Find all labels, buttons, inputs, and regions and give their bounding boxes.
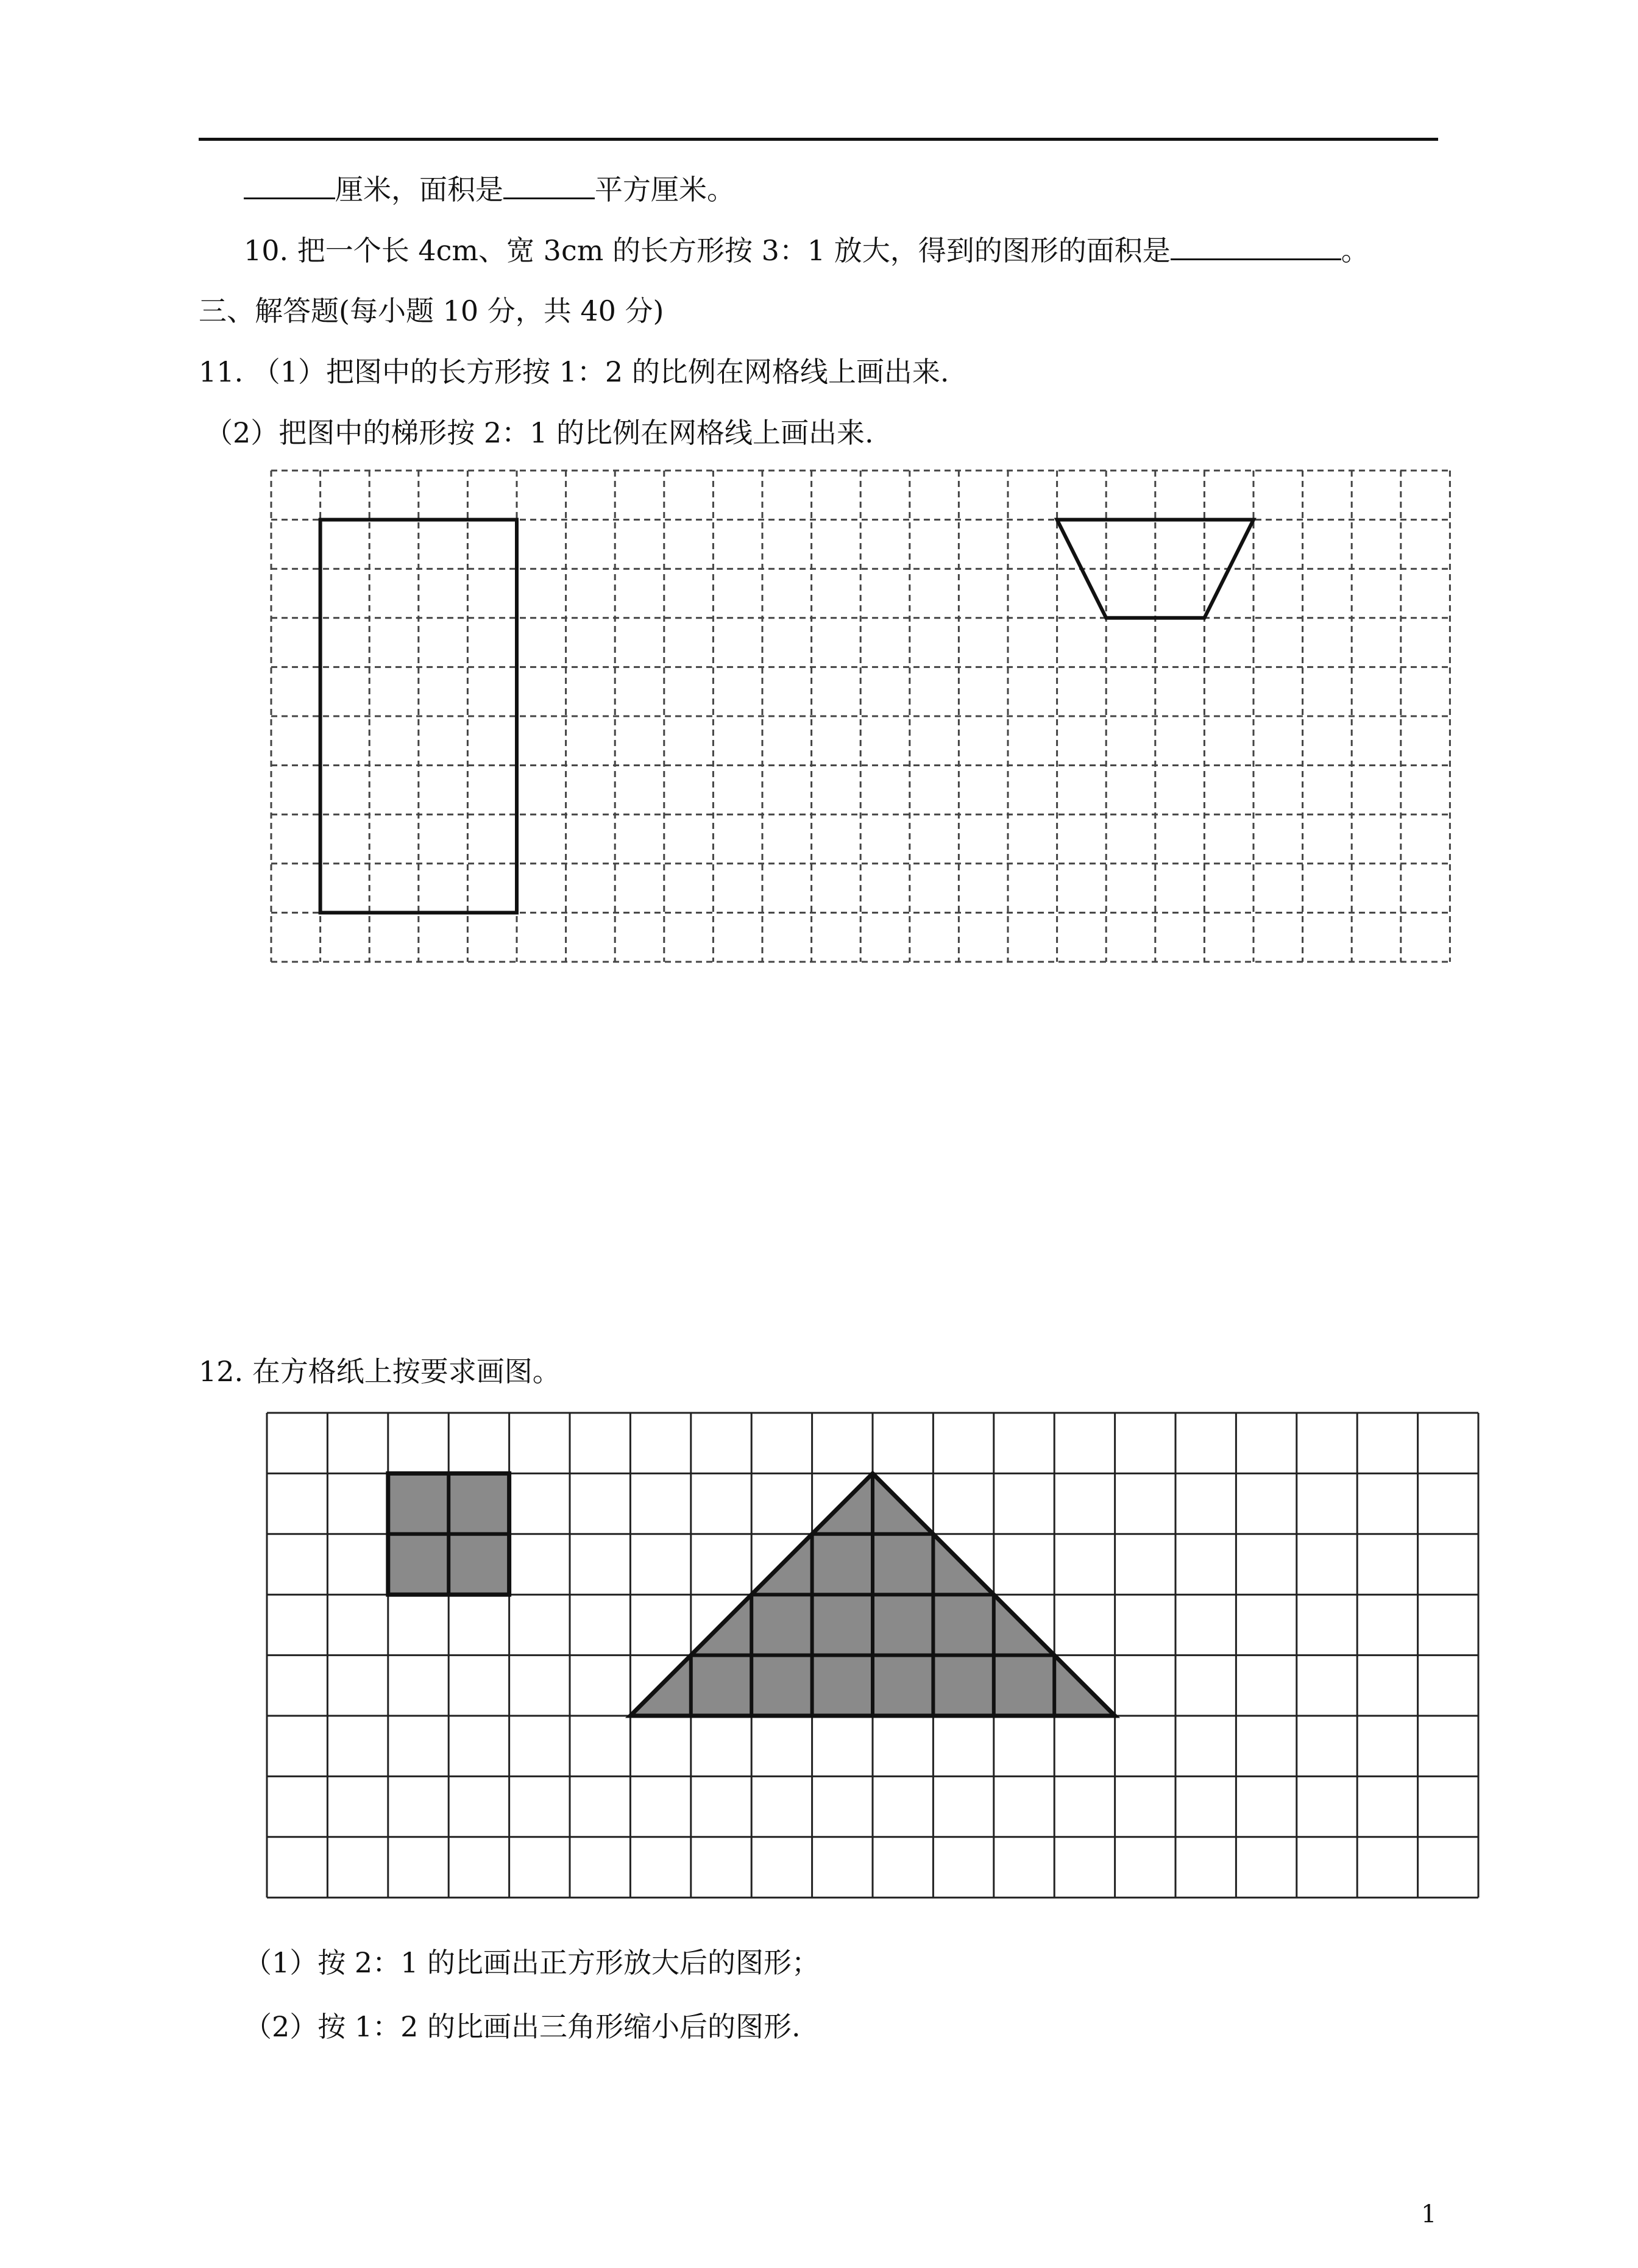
question-number: 10. (244, 234, 289, 267)
question-end: 。 (1341, 234, 1369, 267)
continuation-text-1: 厘米，面积是 (335, 173, 503, 206)
question-number: 12. (199, 1355, 244, 1388)
question-12-part-1: （1）按 2：1 的比画出正方形放大后的图形； (244, 1946, 820, 1979)
question-11-part-2: （2）把图中的梯形按 2：1 的比例在网格线上画出来. (205, 416, 874, 449)
question-text: 在方格纸上按要求画图。 (252, 1355, 561, 1388)
question-text: 把一个长 4cm、宽 3cm 的长方形按 3：1 放大，得到的图形的面积是 (297, 234, 1171, 267)
section-heading: 三、解答题(每小题 10 分，共 40 分) (199, 294, 664, 327)
question-text: （1）把图中的长方形按 1：2 的比例在网格线上画出来. (252, 355, 949, 388)
continuation-text-2: 平方厘米。 (595, 173, 735, 206)
question-12-part-2: （2）按 1：2 的比画出三角形缩小后的图形. (244, 2010, 801, 2043)
question-number: 11. (199, 355, 244, 388)
page-number: 1 (1421, 2200, 1437, 2228)
